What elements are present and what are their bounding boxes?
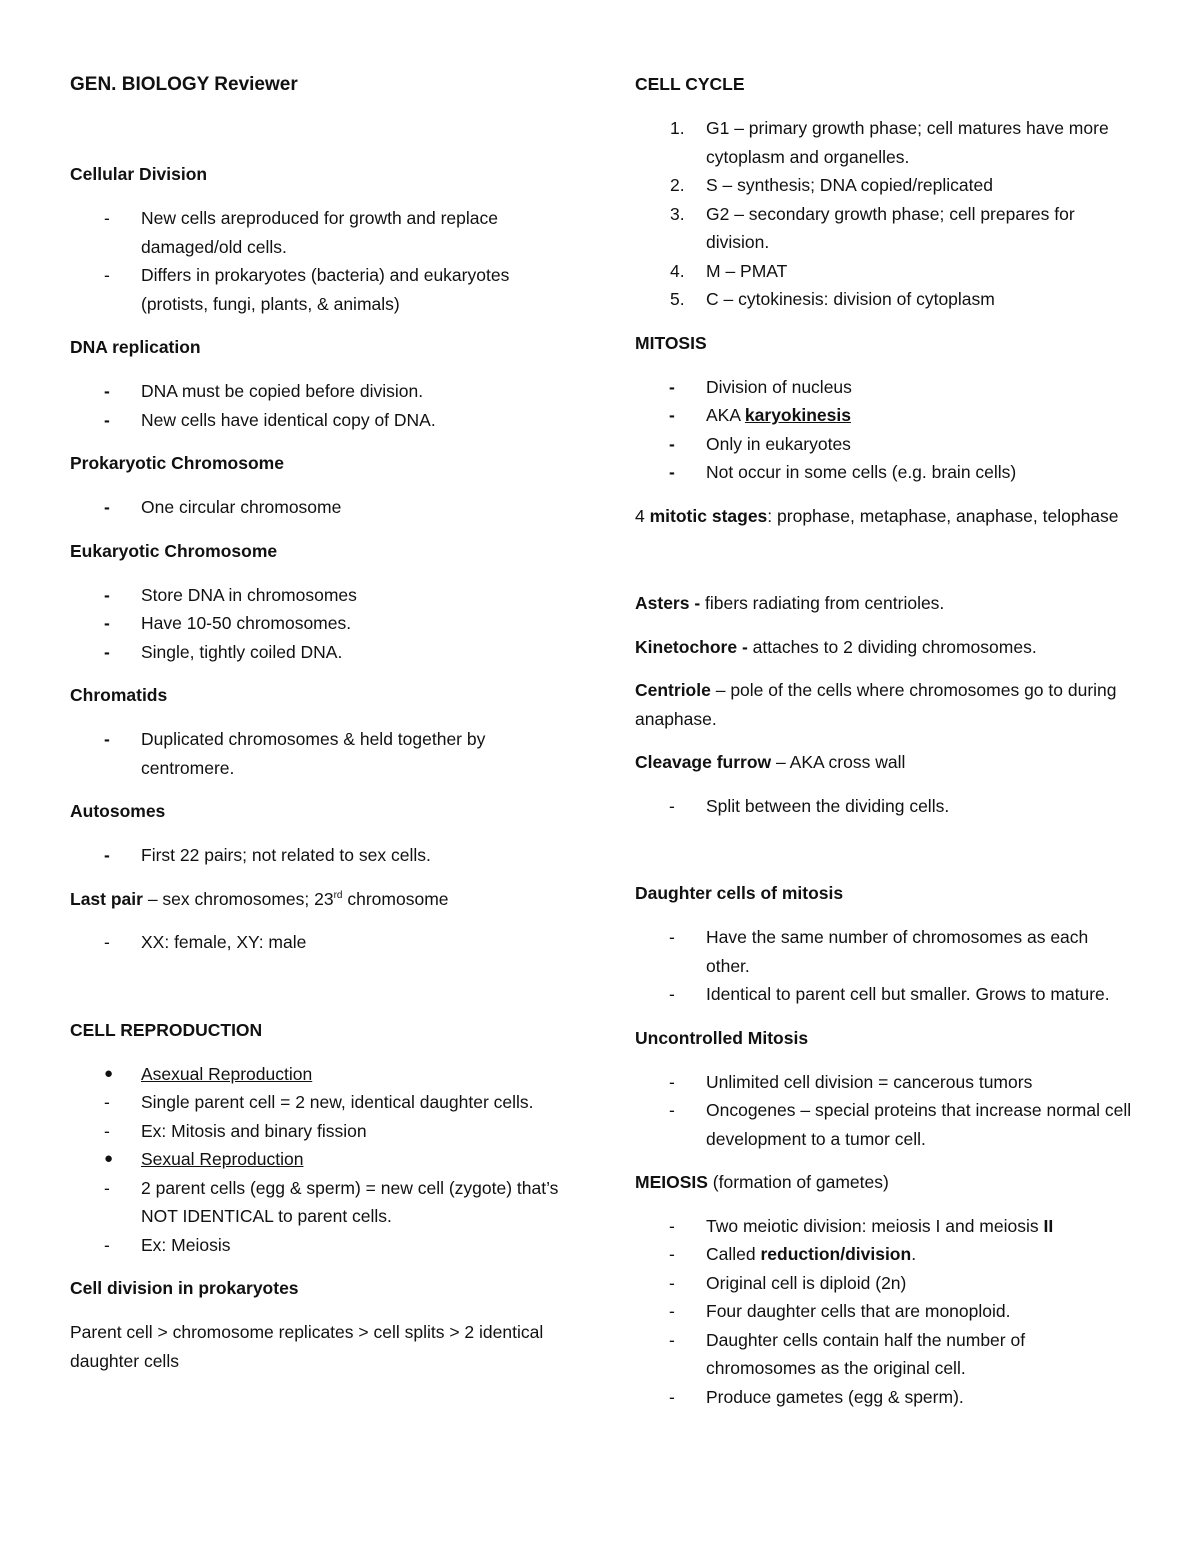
daughter-cells-list <box>635 923 1135 1009</box>
chromatids-list <box>70 725 570 782</box>
heading-uncontrolled-mitosis: Uncontrolled Mitosis <box>635 1027 809 1048</box>
list-item: - Single parent cell = 2 new, identical daughter cells. <box>104 1092 534 1112</box>
list-item: 4. M – PMAT <box>670 260 788 281</box>
left-column <box>70 70 570 1375</box>
list-item: - XX: female, XY: male <box>104 932 307 952</box>
heading-eukaryotic-chromosome: Eukaryotic Chromosome <box>70 540 278 561</box>
list-item: - Have the same number of chromosomes as each other. <box>669 927 1089 976</box>
kinetochore-line: Kinetochore - attaches to 2 dividing chromosomes. <box>635 636 1037 657</box>
heading-cell-cycle: CELL CYCLE <box>635 74 745 94</box>
list-item: - New cells areproduced for growth and replace damaged/old cells. <box>104 208 498 257</box>
cleavage-list <box>635 792 1135 821</box>
dna-replication-list <box>70 377 570 434</box>
list-item: 1. G1 – primary growth phase; cell matures have more cytoplasm and organelles. <box>670 118 1109 167</box>
right-column <box>635 70 1135 1411</box>
list-item: - DNA must be copied before division. <box>104 381 424 401</box>
list-item: - Split between the dividing cells. <box>669 795 950 816</box>
cell-cycle-list <box>635 114 1135 314</box>
cleavage-line: Cleavage furrow – AKA cross wall <box>635 752 906 772</box>
last-pair-list <box>70 928 570 957</box>
heading-daughter-cells: Daughter cells of mitosis <box>635 883 844 903</box>
heading-chromatids: Chromatids <box>70 685 168 705</box>
list-item: 2. S – synthesis; DNA copied/replicated <box>670 175 993 195</box>
heading-mitosis: MITOSIS <box>635 332 707 353</box>
list-item: - Produce gametes (egg & sperm). <box>669 1386 964 1407</box>
document-title: GEN. BIOLOGY Reviewer <box>70 74 298 95</box>
list-item: 5. C – cytokinesis: division of cytoplasm <box>670 289 995 309</box>
list-item: - Not occur in some cells (e.g. brain cells) <box>669 462 1017 482</box>
heading-cellular-division: Cellular Division <box>70 164 208 184</box>
heading-cell-reproduction: CELL REPRODUCTION <box>70 1019 263 1040</box>
list-item: 3. G2 – secondary growth phase; cell prepares for division. <box>670 203 1075 252</box>
bullet-icon: ● <box>104 1064 114 1082</box>
list-item: - Called reduction/division. <box>669 1244 917 1264</box>
list-item: - Duplicated chromosomes & held together by centromere. <box>104 729 486 778</box>
heading-prokaryote-division: Cell division in prokaryotes <box>70 1278 299 1298</box>
list-item: - Four daughter cells that are monoploid. <box>669 1301 1011 1321</box>
heading-autosomes: Autosomes <box>70 801 166 821</box>
list-item: - Have 10-50 chromosomes. <box>104 613 352 633</box>
heading-prokaryotic-chromosome: Prokaryotic Chromosome <box>70 453 284 473</box>
cellular-division-list <box>70 204 570 318</box>
list-item: - 2 parent cells (egg & sperm) = new cell (zygote) that’s NOT IDENTICAL to parent cells. <box>104 1177 559 1226</box>
eukaryotic-chromosome-list <box>70 581 570 667</box>
mitosis-list <box>635 373 1135 487</box>
centriole-line: Centriole – pole of the cells where chromosomes go to during anaphase. <box>635 680 1117 729</box>
last-pair-line: Last pair – sex chromosomes; 23rd chromosome <box>70 888 449 909</box>
list-item: - Daughter cells contain half the number of chromosomes as the original cell. <box>669 1329 1026 1378</box>
list-item: - Differs in prokaryotes (bacteria) and eukaryotes (protists, fungi, plants, & animals) <box>104 265 510 314</box>
list-item: - Division of nucleus <box>669 376 852 397</box>
bullet-icon: ● <box>104 1150 114 1167</box>
list-item: - Unlimited cell division = cancerous tumors <box>669 1071 1033 1092</box>
list-item: - Two meiotic division: meiosis I and meiosis II <box>669 1215 1054 1236</box>
heading-dna-replication: DNA replication <box>70 337 201 357</box>
list-item: - Ex: Mitosis and binary fission <box>104 1120 367 1141</box>
list-item: - One circular chromosome <box>104 497 342 517</box>
prokaryotic-chromosome-list <box>70 493 570 522</box>
list-item: - Original cell is diploid (2n) <box>669 1272 907 1293</box>
autosomes-list <box>70 841 570 870</box>
prokaryote-division-text: Parent cell > chromosome replicates > cell splits > 2 identical daughter cells <box>70 1322 544 1371</box>
mitotic-stages: 4 mitotic stages: prophase, metaphase, anaphase, telophase <box>635 505 1119 526</box>
list-item: - Ex: Meiosis <box>104 1234 231 1255</box>
heading-meiosis: MEIOSIS (formation of gametes) <box>635 1172 889 1192</box>
list-item: - First 22 pairs; not related to sex cells. <box>104 845 431 865</box>
list-item: - Oncogenes – special proteins that increase normal cell development to a tumor cell. <box>669 1100 1132 1149</box>
meiosis-list <box>635 1212 1135 1412</box>
list-item: - Store DNA in chromosomes <box>104 584 357 605</box>
list-item: ● Asexual Reproduction <box>70 1060 570 1089</box>
list-item: - Single, tightly coiled DNA. <box>104 641 343 662</box>
list-item: ● Sexual Reproduction <box>70 1145 570 1174</box>
list-item: - New cells have identical copy of DNA. <box>104 409 436 430</box>
list-item: - Only in eukaryotes <box>669 433 851 454</box>
uncontrolled-mitosis-list <box>635 1068 1135 1154</box>
cell-reproduction-list <box>70 1060 570 1260</box>
list-item: - AKA karyokinesis <box>669 405 851 425</box>
list-item: - Identical to parent cell but smaller. Grows to mature. <box>669 984 1110 1004</box>
asters-line: Asters - fibers radiating from centrioles. <box>635 593 945 613</box>
